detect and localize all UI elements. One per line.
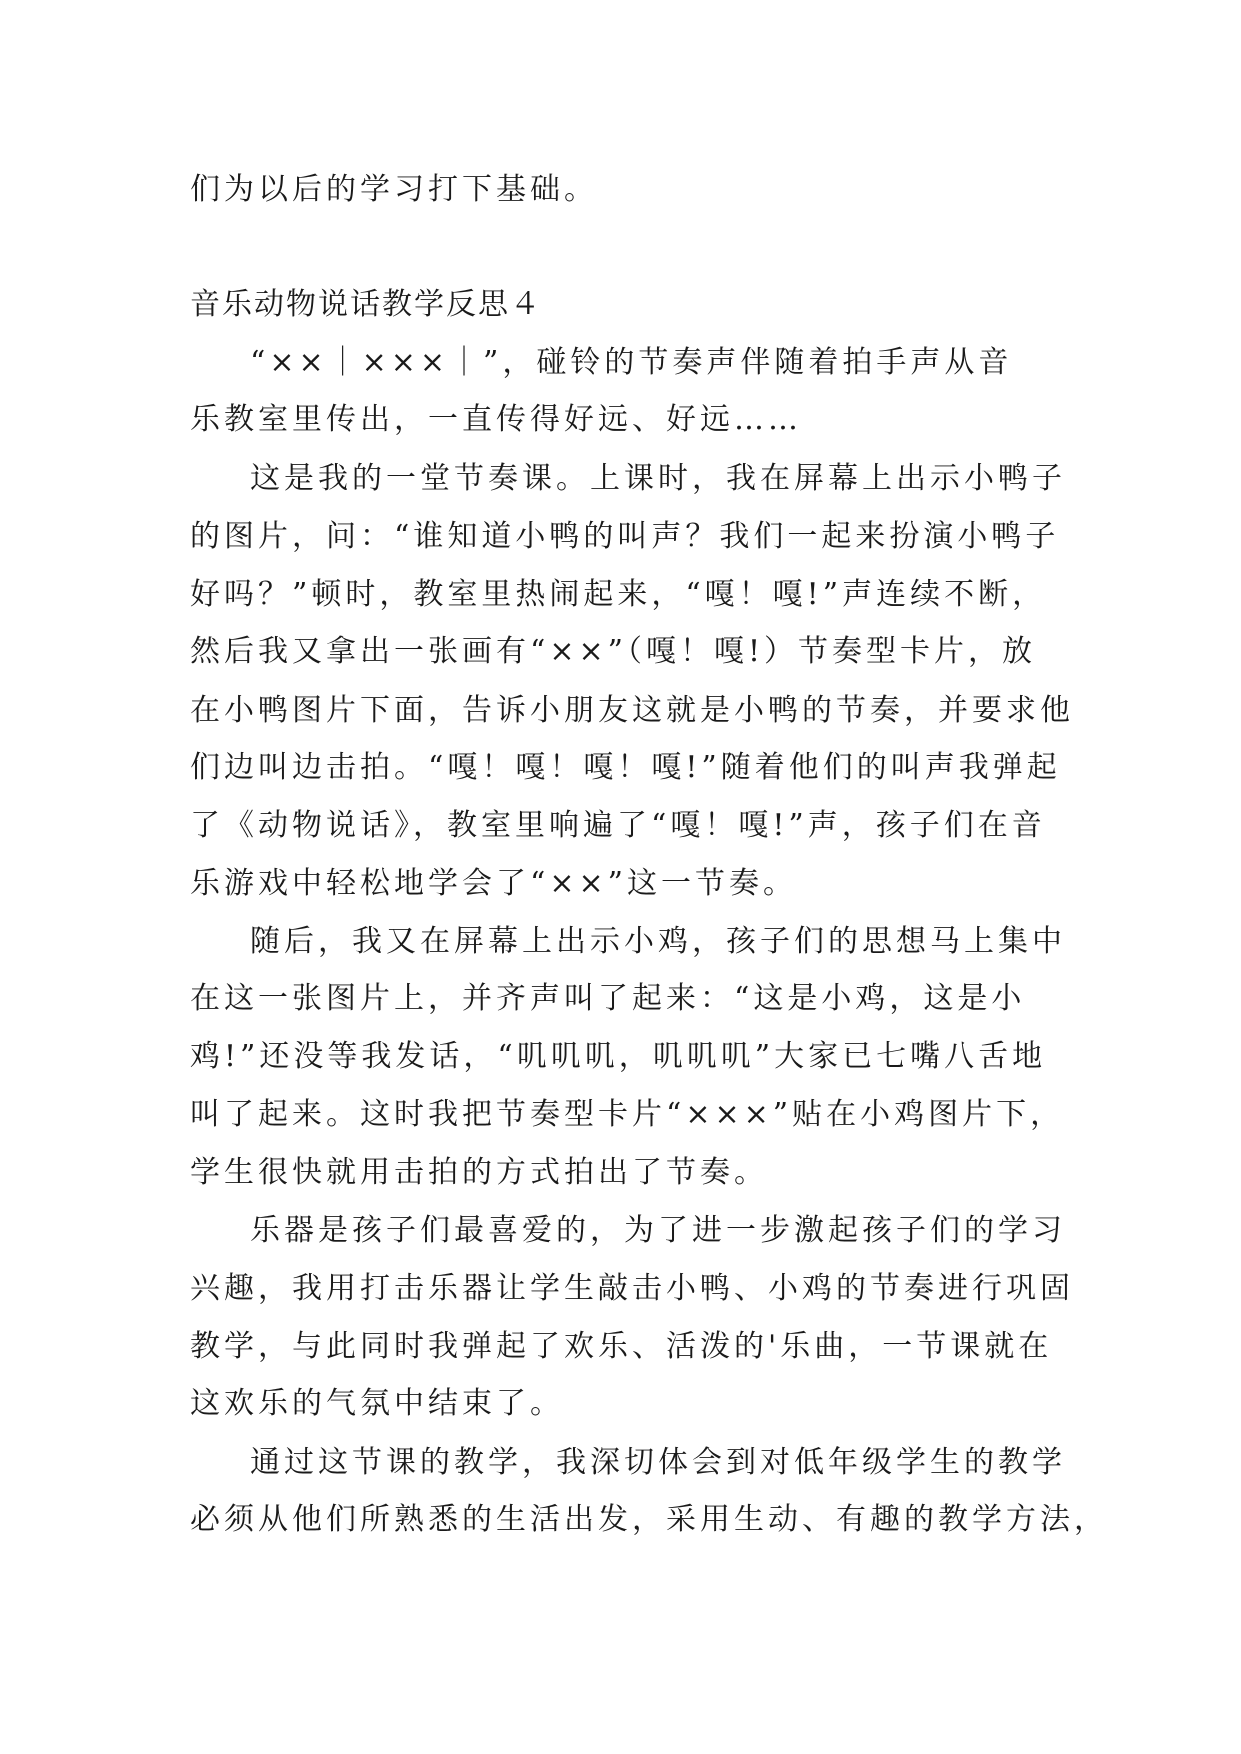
- paragraph-line: 们边叫边击拍。“嘎！嘎！嘎！嘎!”随着他们的叫声我弹起: [190, 750, 1061, 785]
- paragraph-line: 这欢乐的气氛中结束了。: [190, 1386, 564, 1421]
- paragraph-line: 乐器是孩子们最喜爱的，为了进一步激起孩子们的学习: [250, 1213, 1066, 1248]
- paragraph-line: “××｜×××｜”，碰铃的节奏声伴随着拍手声从音: [250, 345, 1013, 380]
- paragraph-line: 必须从他们所熟悉的生活出发，采用生动、有趣的教学方法，: [190, 1502, 1108, 1537]
- paragraph-line: 好吗？”顿时，教室里热闹起来，“嘎！嘎!”声连续不断，: [190, 577, 1047, 612]
- paragraph-line: 然后我又拿出一张画有“××”（嘎！嘎!）节奏型卡片，放: [190, 634, 1037, 669]
- paragraph-line: 在这一张图片上，并齐声叫了起来：“这是小鸡，这是小: [190, 981, 1026, 1016]
- paragraph-line: 这是我的一堂节奏课。上课时，我在屏幕上出示小鸭子: [250, 461, 1066, 496]
- paragraph-line: 乐教室里传出，一直传得好远、好远……: [190, 402, 802, 437]
- intro-line: 们为以后的学习打下基础。: [190, 172, 598, 207]
- paragraph-line: 教学，与此同时我弹起了欢乐、活泼的'乐曲，一节课就在: [190, 1329, 1053, 1364]
- paragraph-line: 叫了起来。这时我把节奏型卡片“×××”贴在小鸡图片下，: [190, 1097, 1065, 1132]
- paragraph-line: 学生很快就用击拍的方式拍出了节奏。: [190, 1155, 768, 1190]
- section-title: 音乐动物说话教学反思４: [190, 287, 542, 322]
- paragraph-line: 了《动物说话》，教室里响遍了“嘎！嘎!”声，孩子们在音: [190, 808, 1046, 843]
- paragraph-line: 乐游戏中轻松地学会了“××”这一节奏。: [190, 866, 797, 901]
- paragraph-line: 在小鸭图片下面，告诉小朋友这就是小鸭的节奏，并要求他: [190, 693, 1074, 728]
- paragraph-line: 兴趣，我用打击乐器让学生敲击小鸭、小鸡的节奏进行巩固: [190, 1271, 1074, 1306]
- paragraph-line: 的图片，问：“谁知道小鸭的叫声？我们一起来扮演小鸭子: [190, 519, 1060, 554]
- paragraph-line: 鸡!”还没等我发话，“叽叽叽，叽叽叽”大家已七嘴八舌地: [190, 1039, 1047, 1074]
- paragraph-line: 通过这节课的教学，我深切体会到对低年级学生的教学: [250, 1445, 1066, 1480]
- paragraph-line: 随后，我又在屏幕上出示小鸡，孩子们的思想马上集中: [250, 924, 1066, 959]
